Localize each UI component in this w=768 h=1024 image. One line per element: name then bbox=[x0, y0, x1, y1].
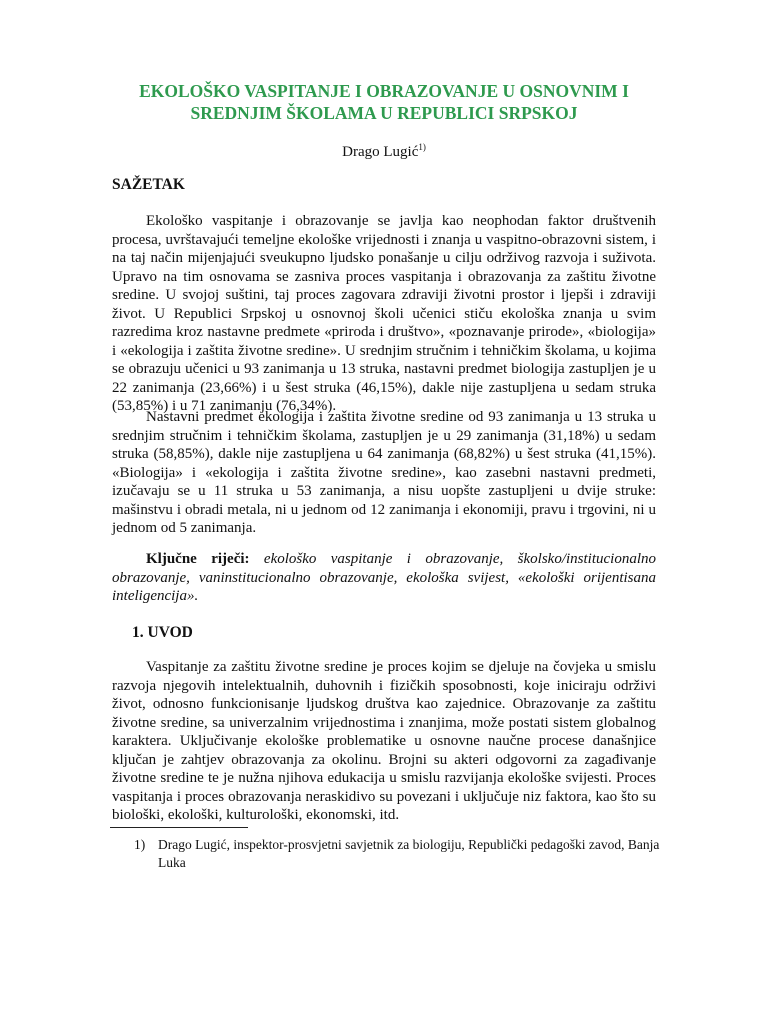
keywords-paragraph bbox=[112, 550, 656, 606]
paper-title-line-2: SREDNJIM ŠKOLAMA U REPUBLICI SRPSKOJ bbox=[190, 103, 578, 123]
footnote-marker: 1) bbox=[134, 837, 146, 852]
author-name: Drago Lugić bbox=[342, 144, 419, 160]
paper-title-line-1: EKOLOŠKO VASPITANJE I OBRAZOVANJE U OSNOVNIM I bbox=[139, 81, 629, 101]
footnote bbox=[134, 836, 678, 872]
footnote-text: Drago Lugić, inspektor-prosvjetni savjetnik za biologiju, Republički pedagoški zavod, Banja Luka bbox=[158, 837, 660, 870]
abstract-paragraph-2: Nastavni predmet ekologija i zaštita životne sredine od 93 zanimanja u 13 struka u srednjim stručnim i tehničkim školama, zastupljen je u 29 zanimanja (31,18%) u sedam struka (58,85%), dakle nije zastupljena u 64 zanimanja (68,82%) u šest struka (41,15%). «Biologija» i «ekologija i zaštita životne sredine», kao zasebni nastavni predmeti, izučavaju se u 11 struka u 53 zanimanja, a nisu uopšte zastupljeni u dvije struke: mašinstvu i obradi metala, ni u jednom od 12 zanimanja i ekonomiji, pravu i trgovini, ni u jednom od 5 zanimanja. bbox=[112, 409, 656, 536]
keywords-text: ekološko vaspitanje i obrazovanje, školsko/institucionalno obrazovanje, vaninstitucionalno obrazovanje, ekološka svijest, «ekološki orijentisana inteligencija». bbox=[112, 551, 656, 604]
keywords-label: Ključne riječi: bbox=[146, 551, 250, 567]
paper-title bbox=[110, 80, 658, 124]
author-line bbox=[0, 144, 768, 161]
footnote-separator bbox=[110, 827, 248, 828]
intro-paragraph: Vaspitanje za zaštitu životne sredine je proces kojim se djeluje na čovjeka u smislu razvoja njegovih intelektualnih, duhovnih i fizičkih sposobnosti, koje iniciraju održivi život, odnosno funkcionisanje ljudskog društva kao zajednice. Obrazovanje za zaštitu životne sredine, sa univerzalnim vrijednostima i znanjima, može postati sistem globalnog karaktera. Uključivanje ekološke problematike u osnovne naučne procese današnjice ključan je zahtjev obrazovanja za okolinu. Brojni su akteri odgovorni za zagađivanje životne sredine te je nužna njihova edukacija u smislu razvijanja ekološke svijesti. Proces vaspitanja i proces obrazovanja neraskidivo su povezani i uključuje niz faktora, kao što su biološki, ekološki, kulturološki, ekonomski, itd. bbox=[112, 659, 656, 823]
abstract-paragraph-1: Ekološko vaspitanje i obrazovanje se javlja kao neophodan faktor društvenih procesa, uvrštavajući temeljne ekološke vrijednosti i znanja u vaspitno-obrazovni sistem, i na taj način mijenjajući sveukupno ljudsko ponašanje u cilju održivog razvoja i suživota. Upravo na tim osnovama se zasniva proces vaspitanja i obrazovanja za zaštitu životne sredine. U svojoj suštini, taj proces zagovara zdraviji životni prostor i ljepši i zdraviji život. U Republici Srpskoj u osnovnoj školi učenici stiču ekološka znanja u svim razredima kroz nastavne predmete «priroda i društvo», «poznavanje prirode», «biologija» i «ekologija i zaštita životne sredine». U srednjim stručnim i tehničkim školama, u kojima se obrazuju učenici u 93 zanimanja u 13 struka, nastavni predmet biologija zastupljen je u 22 zanimanja (23,66%) i u šest struka (46,15%), dakle nije zastupljena u sedam struka (53,85%) i u 71 zanimanju (76,34%). bbox=[112, 213, 656, 414]
section-heading-uvod: 1. UVOD bbox=[132, 624, 193, 641]
author-footnote-marker: 1) bbox=[418, 142, 426, 152]
abstract-heading: SAŽETAK bbox=[112, 176, 185, 193]
